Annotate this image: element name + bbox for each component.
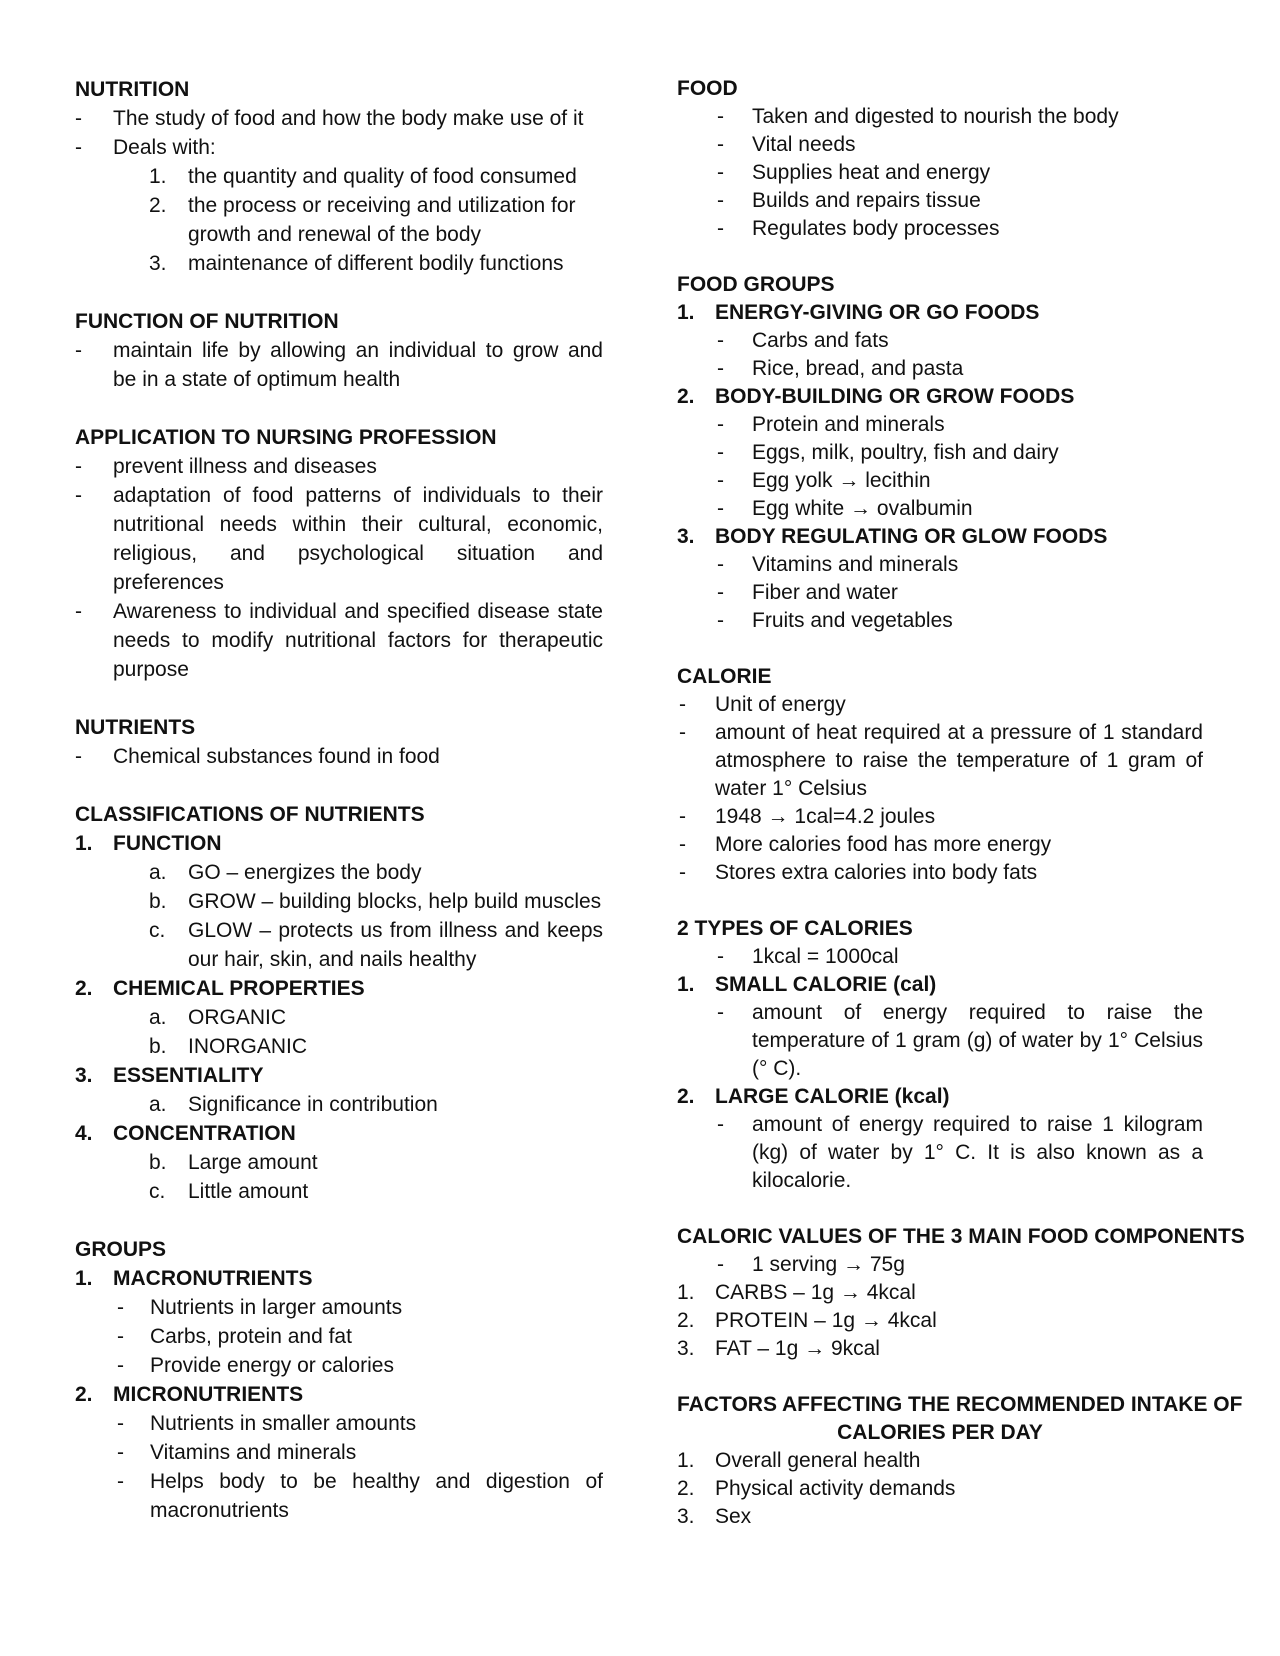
list-item: 3. FAT – 1g → 9kcal bbox=[677, 1335, 1203, 1363]
list-item: - Taken and digested to nourish the body bbox=[677, 103, 1203, 131]
list-item-cont: growth and renewal of the body bbox=[188, 223, 482, 246]
list-item: - Vital needs bbox=[677, 131, 1203, 159]
list-item: 1. ENERGY-GIVING OR GO FOODS bbox=[677, 299, 1203, 327]
list-marker: 3. bbox=[149, 252, 167, 275]
list-marker: - bbox=[717, 609, 724, 632]
list-item-cont: atmosphere to raise the temperature of 1 gram of bbox=[715, 749, 1203, 772]
list-item: - Chemical substances found in food bbox=[75, 742, 603, 771]
heading-nutrients: NUTRIENTS bbox=[75, 716, 196, 739]
list-marker: - bbox=[117, 1296, 124, 1319]
list-marker: - bbox=[679, 721, 686, 744]
section-spacer bbox=[75, 394, 603, 423]
list-marker: 1. bbox=[677, 1449, 695, 1472]
heading-types: 2 TYPES OF CALORIES bbox=[677, 917, 913, 940]
list-marker: - bbox=[717, 581, 724, 604]
list-marker: - bbox=[717, 945, 724, 968]
list-item: - Supplies heat and energy bbox=[677, 159, 1203, 187]
heading-food-groups: FOOD GROUPS bbox=[677, 273, 835, 296]
list-item: - adaptation of food patterns of individuals to their bbox=[75, 481, 603, 510]
list-item: - The study of food and how the body make use of it bbox=[75, 104, 603, 133]
list-item: - Vitamins and minerals bbox=[75, 1438, 603, 1467]
list-marker: 1. bbox=[677, 973, 695, 996]
list-item-cont: macronutrients bbox=[150, 1499, 289, 1522]
list-item: 1. Overall general health bbox=[677, 1447, 1203, 1475]
list-marker: - bbox=[717, 1253, 724, 1276]
list-item-cont: temperature of 1 gram (g) of water by 1° Celsius bbox=[752, 1029, 1203, 1052]
list-item: c. GLOW – protects us from illness and keeps bbox=[75, 916, 603, 945]
section-spacer bbox=[677, 1363, 1203, 1391]
heading-nutrition: NUTRITION bbox=[75, 78, 190, 101]
list-marker: 3. bbox=[677, 1505, 695, 1528]
list-item: - amount of energy required to raise 1 kilogram bbox=[677, 1111, 1203, 1139]
list-marker: 2. bbox=[677, 1085, 695, 1108]
list-item: 1. FUNCTION bbox=[75, 829, 603, 858]
heading-food: FOOD bbox=[677, 77, 738, 100]
list-marker: - bbox=[117, 1441, 124, 1464]
list-marker: 1. bbox=[677, 301, 695, 324]
list-marker: a. bbox=[149, 861, 167, 884]
list-item: - Eggs, milk, poultry, fish and dairy bbox=[677, 439, 1203, 467]
heading-factors-line1: FACTORS AFFECTING THE RECOMMENDED INTAKE OF bbox=[677, 1393, 1243, 1416]
section-spacer bbox=[677, 887, 1203, 915]
list-item: 2. LARGE CALORIE (kcal) bbox=[677, 1083, 1203, 1111]
list-item: 2. Physical activity demands bbox=[677, 1475, 1203, 1503]
list-item-cont: religious, and psychological situation and bbox=[113, 542, 603, 565]
list-item: - More calories food has more energy bbox=[677, 831, 1203, 859]
section-spacer bbox=[677, 1195, 1203, 1223]
list-marker: 2. bbox=[677, 1309, 695, 1332]
list-item-cont: nutritional needs within their cultural, economic, bbox=[113, 513, 603, 536]
list-marker: a. bbox=[149, 1006, 167, 1029]
list-item: - Fruits and vegetables bbox=[677, 607, 1203, 635]
list-marker: 3. bbox=[677, 525, 695, 548]
list-item: - Vitamins and minerals bbox=[677, 551, 1203, 579]
list-marker: - bbox=[75, 484, 82, 507]
list-marker: - bbox=[679, 861, 686, 884]
list-marker: - bbox=[75, 745, 82, 768]
list-marker: - bbox=[75, 136, 82, 159]
heading-application: APPLICATION TO NURSING PROFESSION bbox=[75, 426, 497, 449]
list-item: 3. BODY REGULATING OR GLOW FOODS bbox=[677, 523, 1203, 551]
list-item: b. Large amount bbox=[75, 1148, 603, 1177]
list-item: - Builds and repairs tissue bbox=[677, 187, 1203, 215]
list-item: - amount of heat required at a pressure of 1 standard bbox=[677, 719, 1203, 747]
section-spacer bbox=[75, 278, 603, 307]
heading-calorie: CALORIE bbox=[677, 665, 772, 688]
list-item-cont: be in a state of optimum health bbox=[113, 368, 401, 391]
list-marker: - bbox=[717, 161, 724, 184]
list-item: 4. CONCENTRATION bbox=[75, 1119, 603, 1148]
list-item: 3. maintenance of different bodily functions bbox=[75, 249, 603, 278]
list-item: - Carbs and fats bbox=[677, 327, 1203, 355]
list-item: - Carbs, protein and fat bbox=[75, 1322, 603, 1351]
list-marker: b. bbox=[149, 1035, 167, 1058]
list-marker: - bbox=[75, 339, 82, 362]
list-item-cont: preferences bbox=[113, 571, 224, 594]
list-marker: - bbox=[679, 833, 686, 856]
list-marker: - bbox=[117, 1412, 124, 1435]
list-item: 1. the quantity and quality of food consumed bbox=[75, 162, 603, 191]
list-item: 2. PROTEIN – 1g → 4kcal bbox=[677, 1307, 1203, 1335]
list-item-cont: our hair, skin, and nails healthy bbox=[188, 948, 477, 971]
list-item: - Awareness to individual and specified disease state bbox=[75, 597, 603, 626]
list-item: b. INORGANIC bbox=[75, 1032, 603, 1061]
list-item: - Rice, bread, and pasta bbox=[677, 355, 1203, 383]
list-marker: 1. bbox=[75, 1267, 93, 1290]
list-marker: 2. bbox=[75, 1383, 93, 1406]
list-marker: - bbox=[75, 455, 82, 478]
list-item: - 1kcal = 1000cal bbox=[677, 943, 1203, 971]
list-item: a. GO – energizes the body bbox=[75, 858, 603, 887]
list-item: 3. Sex bbox=[677, 1503, 1203, 1531]
list-item-cont: (° C). bbox=[752, 1057, 802, 1080]
list-marker: - bbox=[679, 693, 686, 716]
section-spacer bbox=[677, 243, 1203, 271]
heading-classifications: CLASSIFICATIONS OF NUTRIENTS bbox=[75, 803, 425, 826]
list-marker: - bbox=[717, 1001, 724, 1024]
list-item: - Stores extra calories into body fats bbox=[677, 859, 1203, 887]
list-marker: - bbox=[717, 217, 724, 240]
heading-function: FUNCTION OF NUTRITION bbox=[75, 310, 339, 333]
list-marker: c. bbox=[149, 1180, 166, 1203]
list-marker: - bbox=[717, 413, 724, 436]
list-marker: - bbox=[717, 1113, 724, 1136]
section-spacer bbox=[677, 635, 1203, 663]
list-item: 2. BODY-BUILDING OR GROW FOODS bbox=[677, 383, 1203, 411]
left-column bbox=[75, 75, 603, 1525]
list-item: 1. MACRONUTRIENTS bbox=[75, 1264, 603, 1293]
list-item: - amount of energy required to raise the bbox=[677, 999, 1203, 1027]
list-marker: 1. bbox=[75, 832, 93, 855]
list-item: 1. CARBS – 1g → 4kcal bbox=[677, 1279, 1203, 1307]
list-item-cont: (kg) of water by 1° C. It is also known as a bbox=[752, 1141, 1203, 1164]
list-item-cont: kilocalorie. bbox=[752, 1169, 852, 1192]
list-marker: 1. bbox=[677, 1281, 695, 1304]
list-item: - Helps body to be healthy and digestion of bbox=[75, 1467, 603, 1496]
list-marker: - bbox=[717, 553, 724, 576]
list-marker: - bbox=[75, 600, 82, 623]
section-spacer bbox=[75, 771, 603, 800]
heading-factors-line2: CALORIES PER DAY bbox=[837, 1421, 1043, 1444]
list-item: - Nutrients in larger amounts bbox=[75, 1293, 603, 1322]
list-marker: - bbox=[75, 107, 82, 130]
list-item: 2. the process or receiving and utilization for bbox=[75, 191, 603, 220]
list-item: - prevent illness and diseases bbox=[75, 452, 603, 481]
list-marker: - bbox=[679, 805, 686, 828]
list-marker: 1. bbox=[149, 165, 167, 188]
list-marker: - bbox=[117, 1325, 124, 1348]
list-item: a. ORGANIC bbox=[75, 1003, 603, 1032]
heading-groups: GROUPS bbox=[75, 1238, 167, 1261]
list-item: - Egg yolk → lecithin bbox=[677, 467, 1203, 495]
list-marker: - bbox=[717, 497, 724, 520]
list-item: - Egg white → ovalbumin bbox=[677, 495, 1203, 523]
list-marker: - bbox=[717, 133, 724, 156]
list-item: c. Little amount bbox=[75, 1177, 603, 1206]
list-item: a. Significance in contribution bbox=[75, 1090, 603, 1119]
list-marker: - bbox=[117, 1470, 124, 1493]
list-marker: 2. bbox=[677, 1477, 695, 1500]
section-spacer bbox=[75, 684, 603, 713]
list-item: - 1 serving → 75g bbox=[677, 1251, 1203, 1279]
list-marker: 2. bbox=[677, 385, 695, 408]
list-marker: b. bbox=[149, 890, 167, 913]
list-marker: 4. bbox=[75, 1122, 93, 1145]
list-item: 2. CHEMICAL PROPERTIES bbox=[75, 974, 603, 1003]
list-item: - Deals with: bbox=[75, 133, 603, 162]
list-marker: - bbox=[717, 357, 724, 380]
list-marker: - bbox=[717, 441, 724, 464]
list-item-cont: purpose bbox=[113, 658, 189, 681]
list-item: - Fiber and water bbox=[677, 579, 1203, 607]
list-marker: - bbox=[717, 469, 724, 492]
list-marker: - bbox=[717, 189, 724, 212]
list-marker: c. bbox=[149, 919, 166, 942]
list-item: 1. SMALL CALORIE (cal) bbox=[677, 971, 1203, 999]
list-item: - Protein and minerals bbox=[677, 411, 1203, 439]
right-column bbox=[677, 75, 1245, 1531]
list-item: - Nutrients in smaller amounts bbox=[75, 1409, 603, 1438]
list-marker: b. bbox=[149, 1151, 167, 1174]
list-marker: - bbox=[717, 329, 724, 352]
heading-caloric-values: CALORIC VALUES OF THE 3 MAIN FOOD COMPONENTS bbox=[677, 1225, 1245, 1248]
list-item-cont: water 1° Celsius bbox=[715, 777, 867, 800]
list-item: - maintain life by allowing an individual to grow and bbox=[75, 336, 603, 365]
list-marker: 3. bbox=[677, 1337, 695, 1360]
list-item: 3. ESSENTIALITY bbox=[75, 1061, 603, 1090]
section-spacer bbox=[75, 1206, 603, 1235]
list-item: - 1948 → 1cal=4.2 joules bbox=[677, 803, 1203, 831]
list-item: - Unit of energy bbox=[677, 691, 1203, 719]
list-marker: - bbox=[717, 105, 724, 128]
list-item: - Regulates body processes bbox=[677, 215, 1203, 243]
list-marker: a. bbox=[149, 1093, 167, 1116]
list-item: 2. MICRONUTRIENTS bbox=[75, 1380, 603, 1409]
list-marker: 2. bbox=[75, 977, 93, 1000]
list-marker: 2. bbox=[149, 194, 167, 217]
list-item: - Provide energy or calories bbox=[75, 1351, 603, 1380]
list-marker: - bbox=[117, 1354, 124, 1377]
list-marker: 3. bbox=[75, 1064, 93, 1087]
list-item: b. GROW – building blocks, help build muscles bbox=[75, 887, 603, 916]
list-item-cont: needs to modify nutritional factors for therapeutic bbox=[113, 629, 603, 652]
